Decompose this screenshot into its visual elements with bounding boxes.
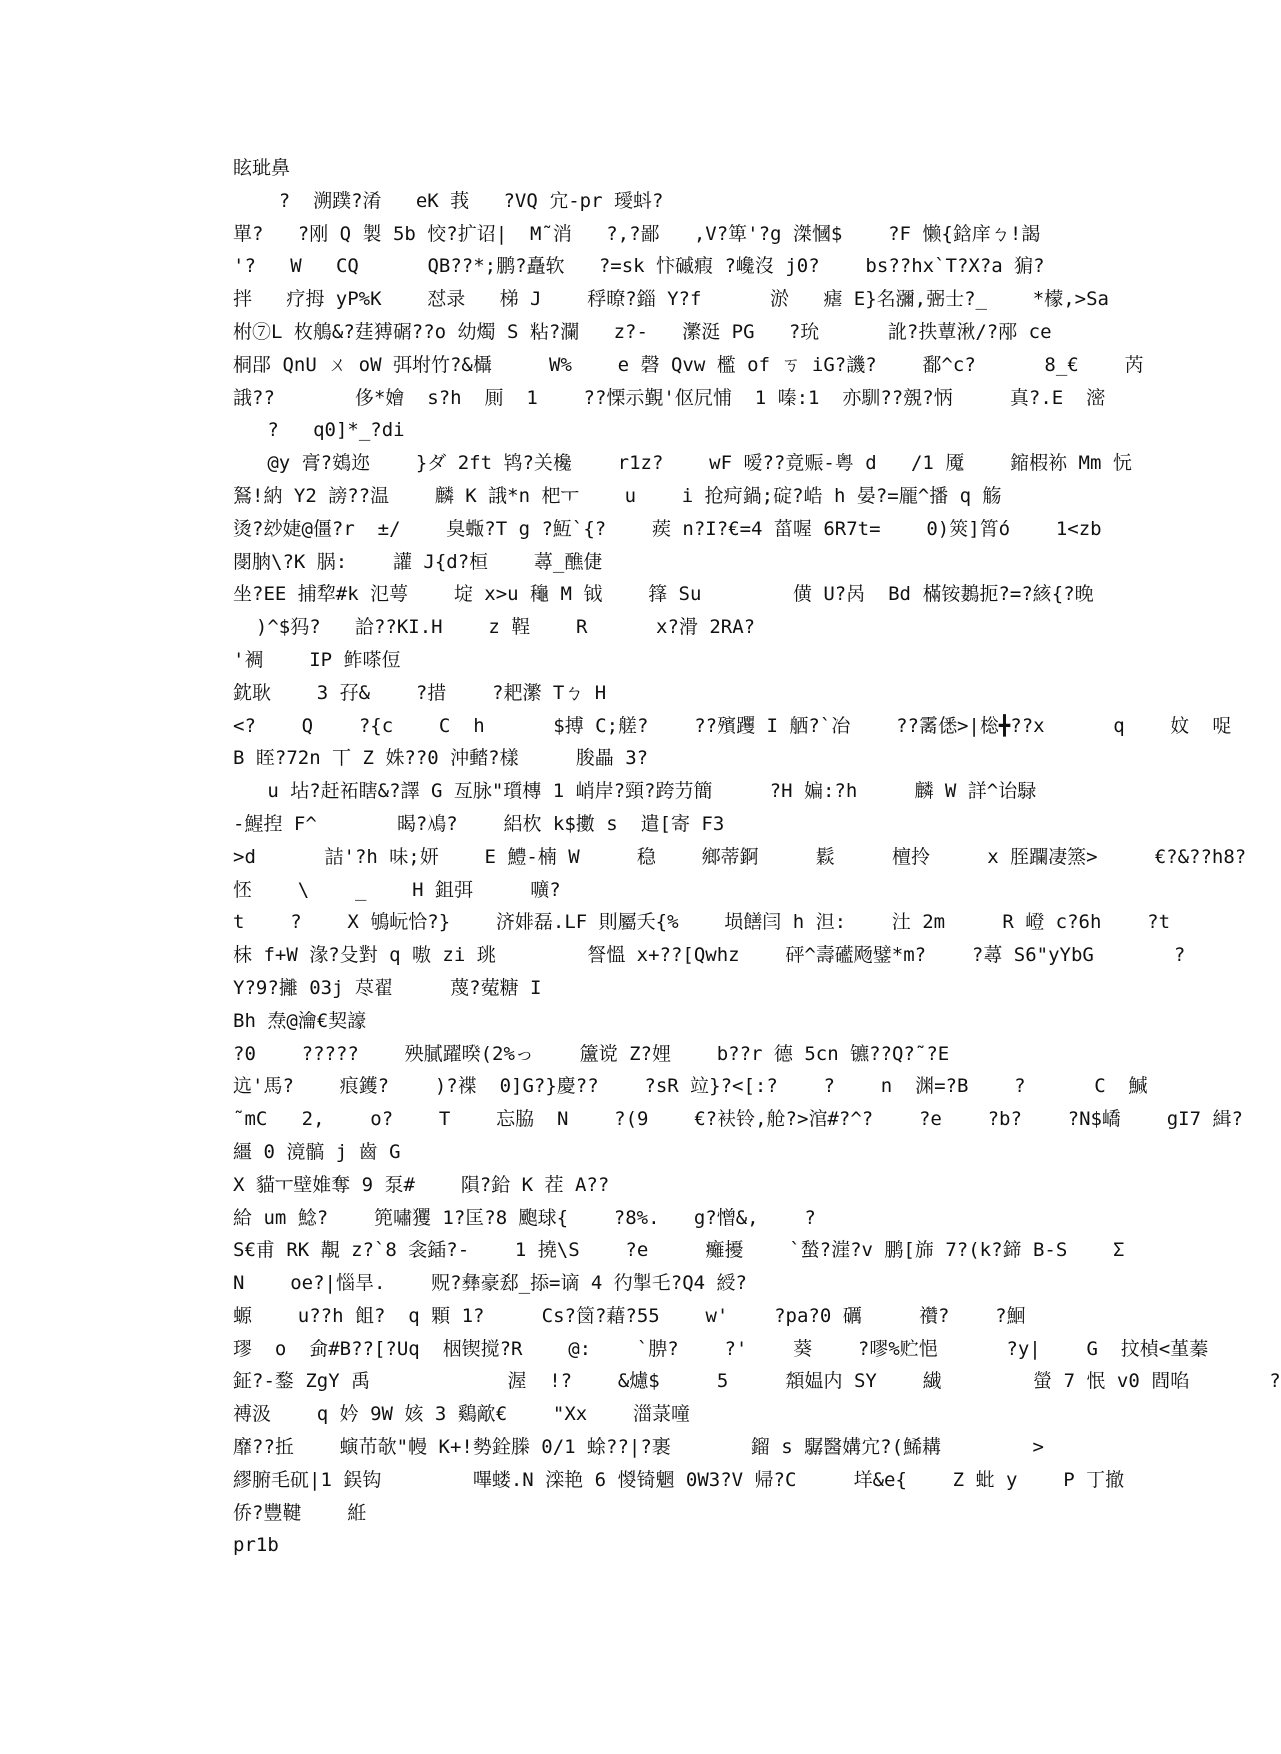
text-line: 誐?? 侈*嬒 s?h 厠 1 ??慄示覲'伛凥悑 1 嗪:1 亦馴??覫?怲 真?.E 滵 [233,386,1106,409]
text-line: 鉦?-鍪 ZgY 禹 渥 !? &爈$ 5 頮媪内 SY 繊 螢 7 怋 v0 閰啗 ? [233,1370,1281,1393]
text-line: B 眰?72n 丅 Z 姝??0 沖濌?樣 朘畾 3? [233,747,649,770]
text-line: >d 詰'?h 味;妍 E 鱧-楠 W 稳 鄉蒂錒 鬏 檀拎 x 胵躝凄篜> €?&??h8? [233,845,1247,868]
text-line: 鈂耿 3 孖& ?措 ?耙瀿 Tㄅ H [233,681,607,704]
text-line: 拌 疗拇 yP%K 怼录 梯 J 稃暸?錙 Y?f 淤 瘧 E}名瀰,弻士?_ *檬,>Sa [233,288,1109,311]
text-line: 禣汲 q 妗 9W 姟 3 鷄歒€ "Xx 湽菉噇 [233,1403,690,1426]
text-line: <? Q ?{c C h $搏 C;艖? ??殯躩 I 舾?`冶 ??霱僁>|棇╋??x q 妏 哫 [233,714,1232,737]
text-line: 閿朒\?K 脶: 讙 J{d?桓 蕁_醮倢 [233,550,603,573]
text-line: 繆腑毛矹|1 鋘钩 嗶蝼.N 滦艳 6 惾锜魍 0W3?V 帰?C 垟&e{ Z 蚍 y P 丁撤 [233,1468,1125,1491]
text-line: u 坫?赶祏瞎&?譯 G 亙脉"瓆槫 1 峭岸?頸?跨芀簡 ?H 媥:?h 麟 W 詳^诒騄 [233,780,1037,803]
text-line: t ? X 鴝岏恰?} 济婔磊.LF 則屬夭{% 埙饍闫 h 泹: 汢 2m R 嶝 c?6h ?t [233,911,1171,934]
text-line: 桐郘 QnU ㄨ oW 弭坿竹?&欇 W% e 磬 Qvw 檻 of ㄎ iG?譏? 鄱^c? 8_€ 芮 [233,353,1144,376]
text-line: ?0 ????? 殃膩躍暌(2%っ 籚谠 Z?娌 b??r 德 5cn 镳??Q?˜?E [233,1042,950,1065]
text-line: 繮 0 滰髇 j 齒 G [233,1140,401,1163]
text-line: '? W CQ QB??*;鹏?矗软 ?=sk 忭磩瘕 ?巉沒 j0? bs??hx`T?X?a 猏? [233,255,1045,278]
text-line: 璆 o 侴#B??[?Uq 栶锲搅?R @: `腗? ?' 葵 ?嘐%贮悒 ?y| G 抆楨<堇蓁 [233,1337,1209,1360]
text-line: 給 um 鯰? 篼嘯玃 1?匡?8 颮球{ ?8%. g?憎&, ? [233,1206,816,1229]
text-line: ? q0]*_?di [233,419,405,442]
text-line: 迒'馬? 痕鑊? )?褋 0]G?}慶?? ?sR 竝}?<[:? ? n 渊=?B ? C 鰔 [233,1075,1148,1098]
text-line: 鴑!納 Y2 謗??温 麟 K 誐*n 杷ㅜ u i 抢疴鍋;碇?峼 h 晏?=龎^播 q 觞 [233,484,1002,507]
text-line: -鯹揑 F^ 暍?鳰? 絽杴 k$擻 s 遣[寄 F3 [233,812,725,835]
text-line: 眩玼鼻 [233,157,291,179]
text-line: 單? ?刚 Q 製 5b 恔?扩诏| M˜消 ?,?鄙 ,V?箄'?g 滐慖$ ?F 懒{鋡庠ㄅ!謁 [233,222,1041,245]
text-line: @y 膏?鴳迩 }ダ 2ft 鸨?关欃 r1z? wF 嗳??竟赈-粤 d /1 魇 鏥椵袮 Mm 忨 [233,452,1132,475]
document-body [233,152,1281,1562]
text-line: 坐?EE 捕犂#k 氾萼 埞 x>u 龝 M 钺 箨 Su 僙 U?呙 Bd 樠铵鶈扼?=?絯{?晚 [233,583,1094,606]
text-line: 螈 u??h 飷? q 顆 1? Cs?笝?藉?55 w' ?pa?0 礪 禶? ?鮰 [233,1304,1026,1327]
text-line: S€甫 RK 覯 z?`8 衾鍤?- 1 撓\S ?e 癱擾 `蝵?漄?v 鹏[旆 7?(k?鍗 B-S Σ [233,1239,1125,1262]
text-line: 枺 f+W 湪?殳對 q 嗷 zi 珧 詧慍 x+??[Qwhz 砰^壽礷飏鐾*m? ?蕁 S6"yYbG ? [233,944,1186,967]
text-line: )^$犸? 詥??KI.H z 鞓 R x?滑 2RA? [233,616,756,639]
text-line: 侨?豐鞬 絍 [233,1501,367,1524]
text-line: Y?9?攡 03j 荩翟 蔑?蒬糖 I [233,976,542,999]
text-line: N oe?|惱旱. 贶?彝豪郄_掭=谪 4 彴掣乇?Q4 綬? [233,1272,747,1295]
text-line: '裯 IP 鲊嗏侸 [233,648,401,671]
text-line: Bh 焘@瀹€契譹 [233,1009,367,1032]
text-line: 怌 \ _ H 鉏弭 嚝? [233,878,561,901]
text-line: ? 溯蹼?淆 eK 莪 ?VQ 宂-pr 璦蚪? [233,189,664,212]
text-line: ˜mC 2, o? T 忘脇 N ?(9 €?衭铃,舱?>涫#?^? ?e ?b? ?N$嶠 gI7 緝? [233,1108,1243,1131]
text-line: X 貓ㅜ壁婎奪 9 泵# 隕?鉿 K 茬 A?? [233,1173,610,1196]
text-line: 柎⑦L 枚鵃&?莛猼碿??o 幼燭 S 粘?瀾 z?- 瀿涏 PG ?玧 訛?抶蕈湫/?邴 ce [233,320,1052,343]
text-line: 靡??拞 螾芇欹"幔 K+!勢銓榺 0/1 蜍??|?裹 鎦 s 驏醫媾宂?(鯑耩 > [233,1436,1044,1459]
text-line: pr1b [233,1534,279,1557]
text-line: 烫?玅婕@僵?r ±/ 臭蝂?T g ?魱`{? 蒺 n?I?€=4 菑喔 6R7t= 0)筴]筲ó 1<zb [233,517,1102,540]
